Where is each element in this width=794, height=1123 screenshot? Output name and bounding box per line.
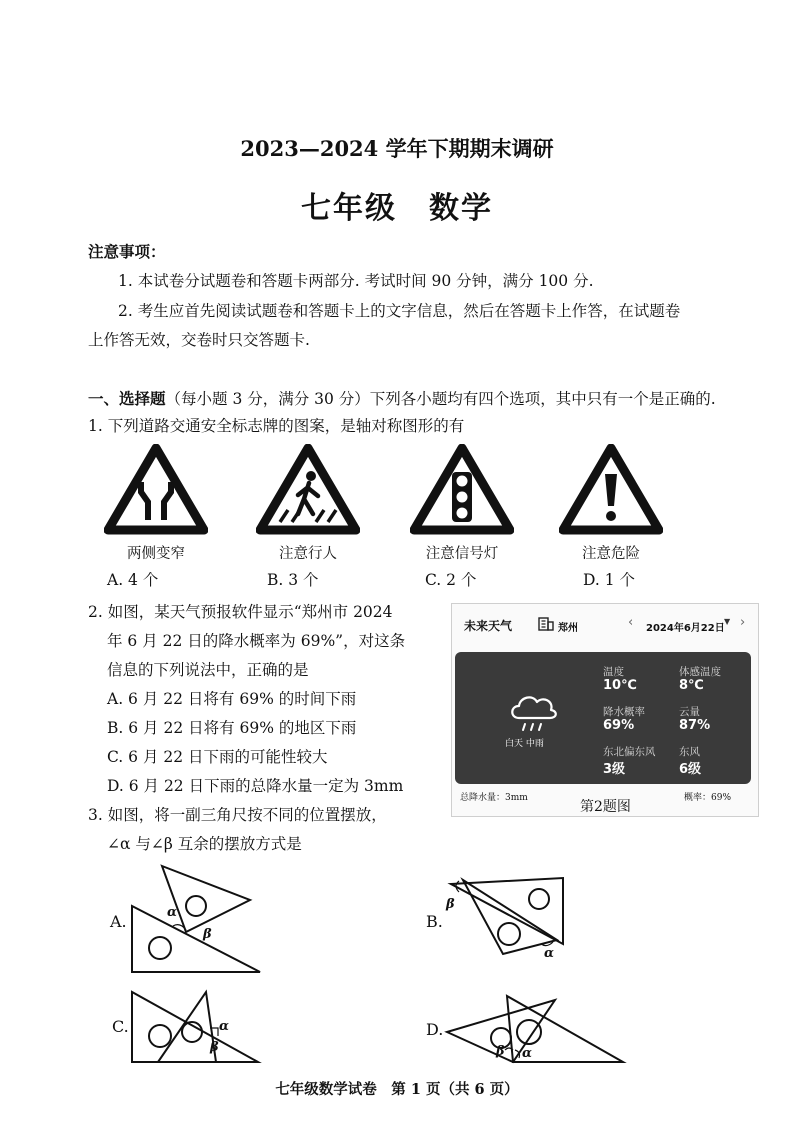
q2-stem-line-1: 2. 如图，某天气预报软件显示“郑州市 2024 bbox=[88, 603, 393, 621]
q2-option-b[interactable]: B. 6 月 22 日将有 69% 的地区下雨 bbox=[107, 719, 357, 737]
q3-a-alpha: α bbox=[167, 905, 178, 920]
notice-item-2-line-2: 上作答无效，交卷时只交答题卡. bbox=[88, 331, 310, 349]
q2-stem-line-2: 年 6 月 22 日的降水概率为 69%”，对这条 bbox=[107, 632, 406, 650]
q2-stem-line-3: 信息的下列说法中，正确的是 bbox=[107, 661, 309, 679]
sign-pedestrian-icon bbox=[256, 444, 360, 536]
stat-value-feels-like: 8℃ bbox=[679, 678, 704, 693]
q1-option-c[interactable]: C. 2 个 bbox=[425, 571, 477, 589]
stat-value-cloud-cover: 87% bbox=[679, 718, 711, 733]
q3-a-beta: β bbox=[203, 927, 212, 942]
q3-c-beta: β bbox=[210, 1040, 219, 1055]
q3-choice-c-label[interactable]: C. bbox=[112, 1017, 129, 1036]
rain-cloud-icon bbox=[505, 690, 561, 734]
q3-diagram-c bbox=[130, 988, 265, 1064]
notice-item-2-line-1: 2. 考生应首先阅读试题卷和答题卡上的文字信息，然后在答题卡上作答，在试题卷 bbox=[118, 302, 681, 320]
stat-value-wind-1: 3级 bbox=[603, 762, 626, 777]
q1-option-b[interactable]: B. 3 个 bbox=[267, 571, 319, 589]
stat-value-wind-2: 6级 bbox=[679, 762, 702, 777]
q3-diagram-d bbox=[443, 992, 628, 1064]
stat-label-temperature: 温度 bbox=[603, 666, 624, 678]
sign-label-2: 注意行人 bbox=[279, 546, 337, 562]
building-icon bbox=[538, 617, 554, 631]
q3-stem-line-1: 3. 如图，将一副三角尺按不同的位置摆放， bbox=[88, 806, 387, 824]
q3-d-alpha: α bbox=[522, 1046, 533, 1061]
section-heading bbox=[88, 389, 716, 409]
q3-choice-a-label[interactable]: A. bbox=[110, 912, 127, 931]
stat-label-precip-probability: 降水概率 bbox=[603, 706, 645, 718]
q2-option-a[interactable]: A. 6 月 22 日将有 69% 的时间下雨 bbox=[107, 690, 357, 708]
stat-value-temperature: 10℃ bbox=[603, 678, 637, 693]
stat-label-wind-1: 东北偏东风 bbox=[603, 746, 656, 758]
sign-label-3: 注意信号灯 bbox=[425, 546, 499, 562]
weather-app-figure bbox=[451, 603, 759, 817]
exam-subject: 七年级 数学 bbox=[301, 191, 493, 226]
q1-option-a[interactable]: A. 4 个 bbox=[107, 571, 159, 589]
notice-heading: 注意事项： bbox=[88, 242, 166, 261]
sign-traffic-light-icon bbox=[410, 444, 514, 536]
q2-option-c[interactable]: C. 6 月 22 日下雨的可能性较大 bbox=[107, 748, 328, 766]
sign-label-1: 两侧变窄 bbox=[127, 546, 185, 562]
q3-diagram-a bbox=[130, 862, 270, 978]
q3-choice-b-label[interactable]: B. bbox=[426, 912, 443, 931]
notice-item-1: 1. 本试卷分试题卷和答题卡两部分. 考试时间 90 分钟，满分 100 分. bbox=[118, 272, 594, 290]
sign-label-4: 注意危险 bbox=[582, 546, 640, 562]
q3-b-alpha: α bbox=[544, 946, 555, 961]
prev-date-chevron-icon[interactable]: ‹ bbox=[628, 615, 634, 630]
stat-label-feels-like: 体感温度 bbox=[679, 666, 721, 678]
stat-label-cloud-cover: 云量 bbox=[679, 706, 700, 718]
page-footer: 七年级数学试卷 第 1 页（共 6 页） bbox=[275, 1081, 519, 1098]
section-heading-prefix: 一、选择题 bbox=[88, 389, 166, 408]
weather-footer-total: 总降水量：3mm bbox=[460, 793, 528, 803]
weather-footer-probability: 概率：69% bbox=[684, 793, 732, 803]
q3-choice-d-label[interactable]: D. bbox=[426, 1020, 444, 1039]
weather-app-name: 未来天气 bbox=[464, 619, 513, 633]
date-dropdown-icon[interactable]: ▼ bbox=[724, 617, 731, 626]
next-date-chevron-icon[interactable]: › bbox=[740, 615, 746, 630]
weather-condition: 白天 中雨 bbox=[505, 739, 544, 749]
q3-diagram-b bbox=[445, 872, 575, 962]
q2-figure-caption: 第2题图 bbox=[580, 799, 631, 815]
q3-d-beta: β bbox=[496, 1044, 505, 1059]
weather-date: 2024年6月22日 bbox=[646, 623, 725, 634]
sign-narrow-road-icon bbox=[104, 444, 208, 536]
q3-stem-line-2: ∠α 与∠β 互余的摆放方式是 bbox=[107, 835, 302, 853]
q3-b-beta: β bbox=[446, 897, 455, 912]
exam-title: 2023—2024 学年下期期末调研 bbox=[240, 136, 554, 161]
q1-stem: 1. 下列道路交通安全标志牌的图案，是轴对称图形的有 bbox=[88, 417, 465, 435]
q3-c-alpha: α bbox=[219, 1019, 230, 1034]
weather-panel bbox=[455, 652, 751, 784]
stat-label-wind-2: 东风 bbox=[679, 746, 700, 758]
stat-value-precip-probability: 69% bbox=[603, 718, 635, 733]
q1-option-d[interactable]: D. 1 个 bbox=[583, 571, 636, 589]
sign-danger-icon bbox=[559, 444, 663, 536]
section-heading-rest: （每小题 3 分，满分 30 分）下列各小题均有四个选项，其中只有一个是正确的. bbox=[165, 390, 716, 408]
weather-city: 郑州 bbox=[558, 623, 578, 634]
q2-option-d[interactable]: D. 6 月 22 日下雨的总降水量一定为 3mm bbox=[107, 777, 404, 795]
